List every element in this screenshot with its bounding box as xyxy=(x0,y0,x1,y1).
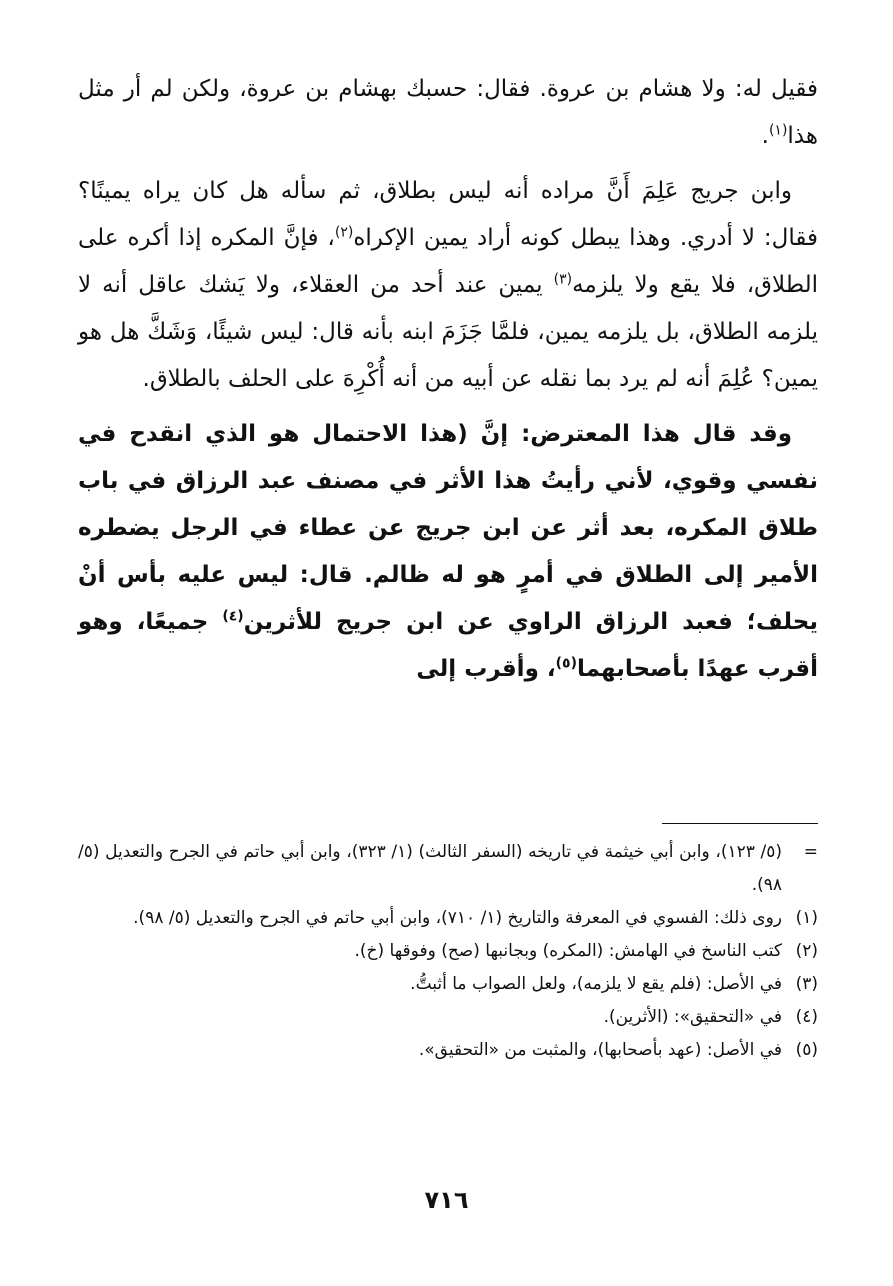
footnote-ref-4[interactable]: (٤) xyxy=(222,608,244,625)
footnote-5 xyxy=(78,1034,818,1067)
paragraph-1-end: . xyxy=(761,123,769,149)
footnote-mark: (٢) xyxy=(795,941,818,961)
footnote-text: روى ذلك: الفسوي في المعرفة والتاريخ (١/ ٧١٠)، وابن أبي حاتم في الجرح والتعديل (٥/ ٩٨). xyxy=(133,908,782,928)
footnote-mark: (٤) xyxy=(795,1007,818,1027)
paragraph-3 xyxy=(78,411,818,693)
footnote-ref-1[interactable]: (١) xyxy=(768,122,788,139)
footnote-2 xyxy=(78,935,818,968)
footnote-3 xyxy=(78,968,818,1001)
footnote-4 xyxy=(78,1001,818,1034)
paragraph-3-text-a: وقد قال هذا المعترض: إنَّ (هذا الاحتمال هو الذي انقدح في نفسي وقوي، لأني رأيتُ هذا الأثر في مصنف عبد الرزاق في باب طلاق المكره، بعد أثر عن ابن جريج عن عطاء في الرجل يضطره الأمير إلى الطلاق في أمرٍ هو له ظالم. قال: ليس عليه بأس أنْ يحلف؛ فعبد الرزاق الراوي عن ابن جريج للأثرين xyxy=(78,421,818,635)
footnote-text: في «التحقيق»: (الأثرين). xyxy=(603,1007,782,1027)
footnote-continued xyxy=(78,836,818,902)
paragraph-2-text-a: وابن جريج عَلِمَ أَنَّ مراده أنه ليس بطلاق، ثم سأله هل كان يراه يمينًا؟ فقال: لا أدري. وهذا يبطل كونه أراد يمين الإكراه xyxy=(78,178,819,251)
footnote-text: (٥/ ١٢٣)، وابن أبي خيثمة في تاريخه (السفر الثالث) (١/ ٣٢٣)، وابن أبي حاتم في الجرح والتعديل (٥/ ٩٨). xyxy=(78,842,782,895)
paragraph-3-text-c: ، وأقرب إلى xyxy=(416,656,556,682)
page-number: ٧١٦ xyxy=(424,1186,469,1214)
footnote-1 xyxy=(78,902,818,935)
footnote-separator xyxy=(662,823,818,824)
paragraph-2-text-b: ، فإنَّ المكره إذا أكره على الطلاق، فلا يقع ولا يلزمه xyxy=(78,225,818,298)
footnotes xyxy=(78,836,818,1067)
main-text xyxy=(78,66,818,693)
paragraph-3-text-b: جميعًا، وهو أقرب عهدًا بأصحابهما xyxy=(78,609,818,682)
footnote-text: في الأصل: (عهد بأصحابها)، والمثبت من «التحقيق». xyxy=(418,1040,782,1060)
footnote-mark: = xyxy=(803,842,818,862)
paragraph-2 xyxy=(78,168,818,403)
footnote-ref-3[interactable]: (٣) xyxy=(553,271,573,288)
footnote-mark: (٣) xyxy=(795,974,818,994)
paragraph-1 xyxy=(78,66,818,160)
footnote-ref-2[interactable]: (٢) xyxy=(334,224,354,241)
paragraph-2-text-c: يمين عند أحد من العقلاء، ولا يَشك عاقل أنه لا يلزمه الطلاق، بل يلزمه يمين، فلمَّا جَزَمَ ابنه بأنه قال: ليس شيئًا، وَشَكَّ هل هو يمين؟ عُلِمَ أنه لم يرد بما نقله عن أبيه من أنه أُكْرِهَ على الحلف بالطلاق. xyxy=(78,272,818,392)
footnote-text: كتب الناسخ في الهامش: (المكره) وبجانبها (صح) وفوقها (خ). xyxy=(354,941,782,961)
footnote-ref-5[interactable]: (٥) xyxy=(555,655,577,672)
paragraph-1-text: فقيل له: ولا هشام بن عروة. فقال: حسبك بهشام بن عروة، ولكن لم أر مثل هذا xyxy=(78,76,818,149)
footnote-mark: (٥) xyxy=(795,1040,818,1060)
footnote-text: في الأصل: (فلم يقع لا يلزمه)، ولعل الصواب ما أثبتُّ. xyxy=(410,974,782,994)
footnote-mark: (١) xyxy=(795,908,818,928)
